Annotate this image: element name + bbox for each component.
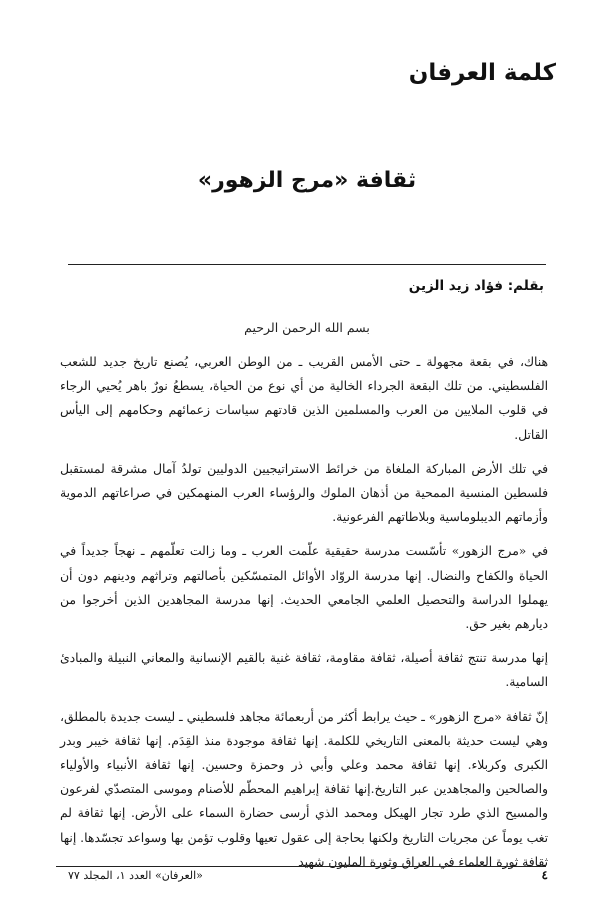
article-body <box>60 350 548 884</box>
article-title: ثقافة «مرج الزهور» <box>197 168 417 193</box>
header-divider <box>68 264 546 265</box>
paragraph-5: إنّ ثقافة «مرج الزهور» ـ حيث يرابط أكثر من أربعمائة مجاهد فلسطيني ـ ليست جديدة بالمطلق، وهي ليست حديثة بالمعنى التاريخي للكلمة. إنها ثقافة موجودة منذ القِدَم. إنها ثقافة خيبر وبدر الكبرى وكربلاء. إنها ثقافة محمد وعلي وأبي ذر وحمزة وحسين. إنها ثقافة الأنبياء والأولياء والصالحين والمجاهدين عبر التاريخ.إنها ثقافة إبراهيم المحطّم للأصنام وموسى المتصدّي لفرعون والمسيح الذي طرد تجار الهيكل ومحمد الذي أرسى حضارة السماء على الأرض. إنها ثقافة لم تغب يوماً عن مجريات التاريخ ولكنها بحاجة إلى عقول تعيها وقلوب تؤمن بها وسواعد تجسّدها. إنها ثقافة ثورة العلماء في العراق وثورة المليون شهيد <box>60 709 548 869</box>
paragraph-4: إنها مدرسة تنتج ثقافة أصيلة، ثقافة مقاومة، ثقافة غنية بالقيم الإنسانية والمعاني النبيلة والمبادئ السامية. <box>60 651 548 690</box>
section-title: كلمة العرفان <box>408 60 556 86</box>
paragraph-2: في تلك الأرض المباركة الملغاة من خرائط الاستراتيجيين الدوليين تولدُ آمال مشرقة لمستقبل فلسطين المنسية الممحية من أذهان الملوك والرؤساء العرب المنهمكين في صراعاتهم الدموية وأزماتهم الديبلوماسية وبلاطاتهم الفرعونية. <box>60 461 548 525</box>
footer-divider <box>56 866 546 867</box>
page-number: ٤ <box>541 868 548 882</box>
basmala: بسم الله الرحمن الرحيم <box>244 320 370 335</box>
author-byline: بقلم: فؤاد زيد الزين <box>408 278 544 294</box>
paragraph-1: هناك، في بقعة مجهولة ـ حتى الأمس القريب ـ من الوطن العربي، يُصنع تاريخ جديد للشعب الفلسطيني. من تلك البقعة الجرداء الخالية من أي نوع من الحياة، يسطعُ نورٌ باهر يُحيي الرجاء في قلوب الملايين من العرب والمسلمين الذين قادتهم سياسات زعمائهم وحكامهم إلى اليأس القاتل. <box>60 355 548 442</box>
journal-issue: «العرفان» العدد ١، المجلد ٧٧ <box>68 869 203 882</box>
paragraph-3: في «مرج الزهور» تأسّست مدرسة حقيقية علّمت العرب ـ وما زالت تعلّمهم ـ نهجاً جديداً في الحياة والكفاح والنضال. إنها مدرسة الروّاد الأوائل المتمسّكين بأصالتهم وتراثهم ودينهم دون أن يهملوا الدراسة والتحصيل العلمي الجامعي الحديث. إنها مدرسة المجاهدين الذين أخرجوا من ديارهم بغير حق. <box>60 544 548 632</box>
